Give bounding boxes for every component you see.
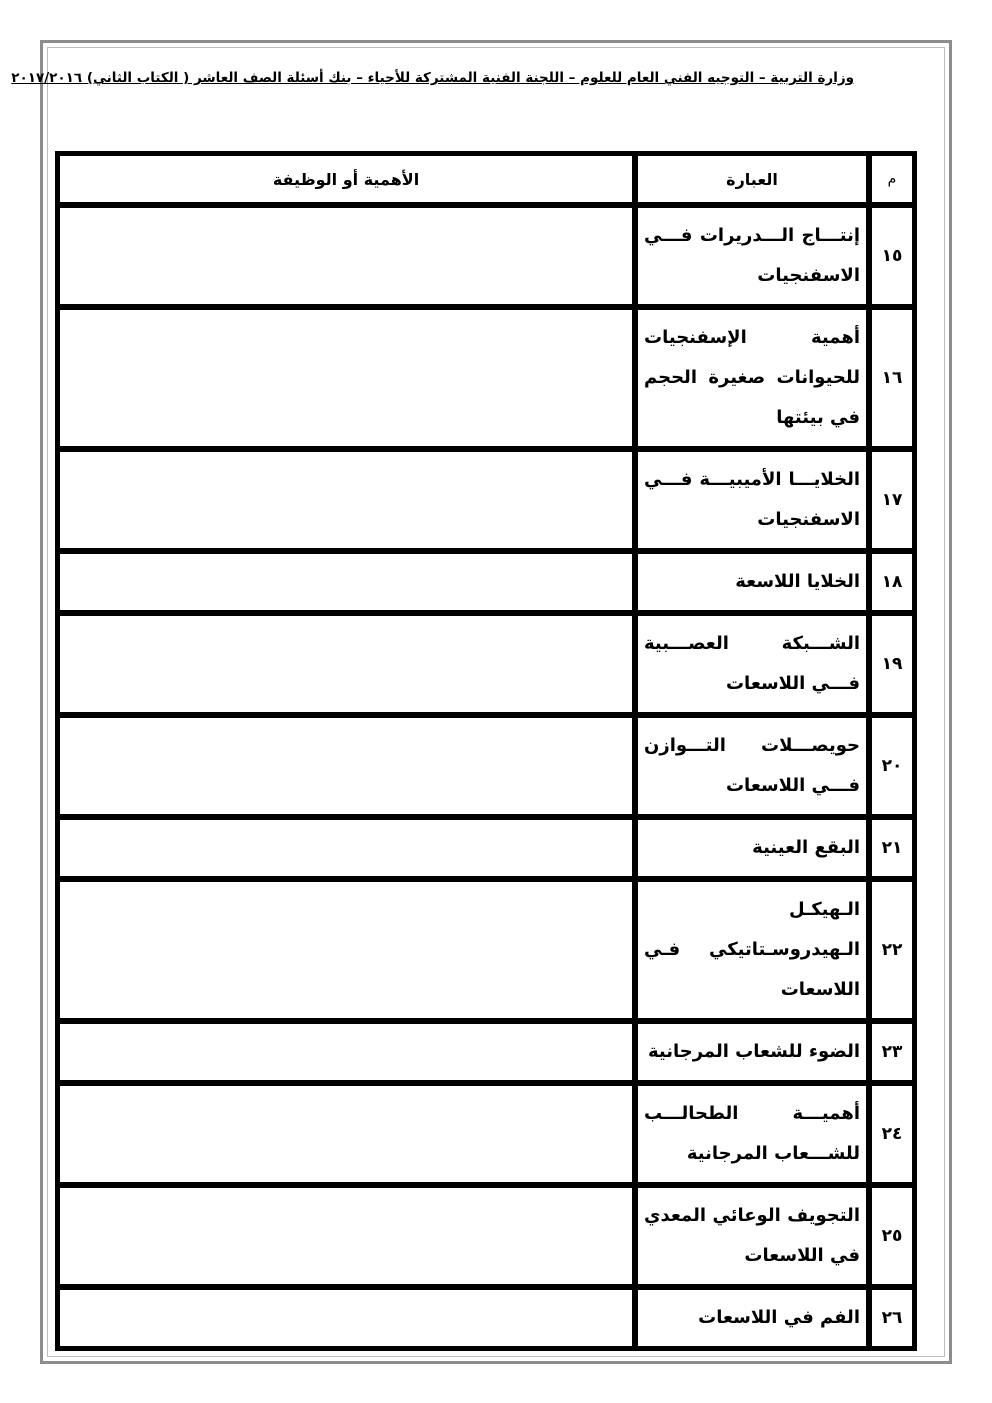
question-table [55, 151, 917, 1351]
row-phrase: أهميـــة الطحالـــب للشـــعاب المرجانية [635, 1083, 869, 1185]
row-answer-cell[interactable] [57, 879, 635, 1021]
row-number: ٢٠ [869, 715, 915, 817]
row-answer-cell[interactable] [57, 551, 635, 613]
column-header-function: الأهمية أو الوظيفة [57, 153, 635, 205]
table-row [57, 715, 915, 817]
table-row [57, 551, 915, 613]
row-phrase: التجويف الوعائي المعدي في اللاسعات [635, 1185, 869, 1287]
row-number: ١٨ [869, 551, 915, 613]
row-number: ٢٦ [869, 1287, 915, 1349]
row-answer-cell[interactable] [57, 449, 635, 551]
row-number: ٢٣ [869, 1021, 915, 1083]
table-row [57, 817, 915, 879]
table-row [57, 879, 915, 1021]
row-phrase: البقع العينية [635, 817, 869, 879]
row-answer-cell[interactable] [57, 1083, 635, 1185]
table-row [57, 1083, 915, 1185]
row-number: ٢٥ [869, 1185, 915, 1287]
table-row [57, 449, 915, 551]
table-row [57, 307, 915, 449]
row-answer-cell[interactable] [57, 1287, 635, 1349]
row-phrase: الشـــبكة العصـــبية فـــي اللاسعات [635, 613, 869, 715]
table-header-row [57, 153, 915, 205]
row-phrase: الضوء للشعاب المرجانية [635, 1021, 869, 1083]
table-row [57, 205, 915, 307]
row-number: ١٩ [869, 613, 915, 715]
row-number: ١٥ [869, 205, 915, 307]
row-number: ٢٤ [869, 1083, 915, 1185]
row-phrase: إنتـــاج الـــدريرات فـــي الاسفنجيات [635, 205, 869, 307]
row-phrase: حويصـــلات التـــوازن فـــي اللاسعات [635, 715, 869, 817]
row-number: ٢٢ [869, 879, 915, 1021]
row-answer-cell[interactable] [57, 817, 635, 879]
table-row [57, 1287, 915, 1349]
row-phrase: الـهيكـل الـهيدروسـتاتيكي فـي اللاسعات [635, 879, 869, 1021]
row-number: ١٧ [869, 449, 915, 551]
row-answer-cell[interactable] [57, 613, 635, 715]
row-answer-cell[interactable] [57, 205, 635, 307]
row-answer-cell[interactable] [57, 715, 635, 817]
row-phrase: الخلايا اللاسعة [635, 551, 869, 613]
row-phrase: أهمية الإسفنجيات للحيوانات صغيرة الحجم في بيئتها [635, 307, 869, 449]
row-answer-cell[interactable] [57, 1021, 635, 1083]
row-answer-cell[interactable] [57, 1185, 635, 1287]
column-header-number: م [869, 153, 915, 205]
table-row [57, 1021, 915, 1083]
row-phrase: الفم في اللاسعات [635, 1287, 869, 1349]
row-phrase: الخلايـــا الأميبيـــة فـــي الاسفنجيات [635, 449, 869, 551]
page-header: وزارة التربية – التوجيه الفني العام للعلوم – اللجنة الفنية المشتركة للأحياء – بنك أسئلة الصف العاشر ( الكتاب الثاني) ٢٠١٧/٢٠١٦ [11, 70, 854, 86]
column-header-phrase: العبارة [635, 153, 869, 205]
table-row [57, 613, 915, 715]
row-number: ٢١ [869, 817, 915, 879]
row-number: ١٦ [869, 307, 915, 449]
question-table-container [55, 151, 913, 1351]
table-row [57, 1185, 915, 1287]
row-answer-cell[interactable] [57, 307, 635, 449]
